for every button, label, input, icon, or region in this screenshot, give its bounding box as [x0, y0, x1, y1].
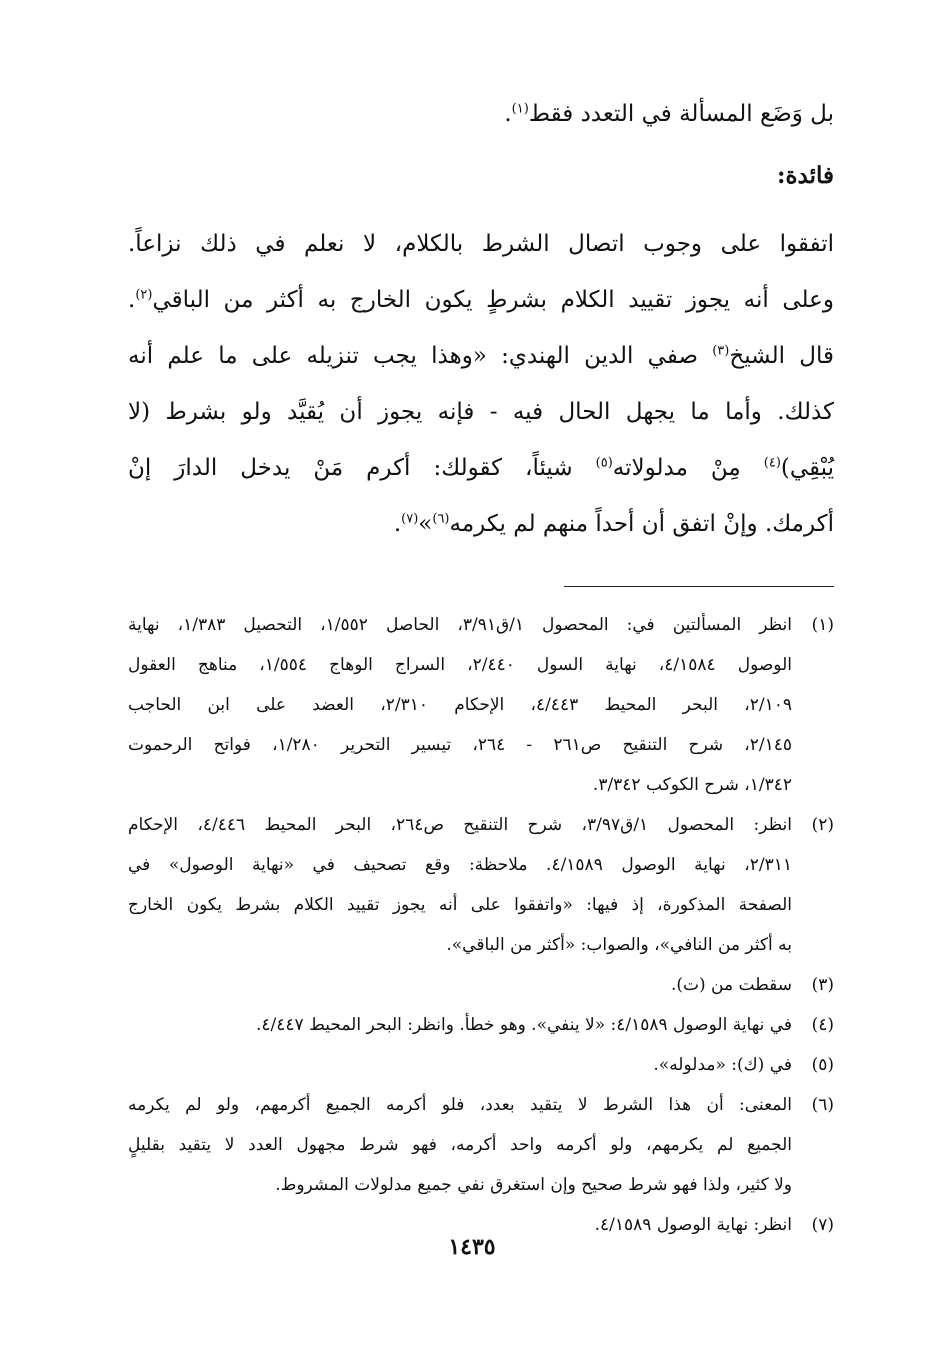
footnotes: [128, 605, 834, 1245]
main-text-line-6: [128, 440, 834, 496]
footnote-line: ٢/٣١١، نهاية الوصول ٤/١٥٨٩. ملاحظة: وقع تصحيف في «نهاية الوصول» في: [128, 855, 792, 875]
footnote-5: [128, 1045, 834, 1085]
footnote-3: [128, 965, 834, 1005]
footnote-number: (٦): [811, 1095, 834, 1115]
footnote-number: (٤): [811, 1015, 834, 1035]
footnote-body: [128, 1045, 792, 1085]
footnote-line: به أكثر من النافي»، والصواب: «أكثر من الباقي».: [446, 935, 792, 955]
footnote-4: [128, 1005, 834, 1045]
footnote-number: (١): [811, 615, 834, 635]
footnote-ref-1: (١): [511, 101, 529, 117]
main-text-line-5: كذلك. وأما ما يجهل الحال فيه - فإنه يجوز أن يُقيَّد ولو بشرط (لا: [128, 399, 834, 425]
footnote-1: [128, 605, 834, 805]
footnote-number: (٣): [811, 975, 834, 995]
page-number: ١٤٣٥: [448, 1234, 496, 1260]
footnote-line: انظر المسألتين في: المحصول ١/ق٣/٩١، الحاصل ١/٥٥٢، التحصيل ١/٣٨٣، نهاية: [128, 615, 792, 635]
footnote-number: (٧): [811, 1215, 834, 1235]
main-text-line-3: [128, 272, 834, 328]
footnote-line: الوصول ٤/١٥٨٤، نهاية السول ٢/٤٤٠، السراج الوهاج ١/٥٥٤، مناهج العقول: [128, 655, 792, 675]
book-page: [128, 86, 834, 1245]
footnote-ref-3: (٣): [712, 343, 730, 359]
footnote-number: (٥): [811, 1055, 834, 1075]
footnote-number: (٢): [811, 815, 834, 835]
main-text-line-6-text: شيئاً، كقولك: أكرم مَنْ يدخل الدارَ إنْ: [128, 455, 573, 481]
footnote-body: [128, 1005, 792, 1045]
main-text-line-7-text: أكرمك. وإنْ اتفق أن أحداً منهم لم يكرمه: [449, 511, 834, 537]
footnote-line: في نهاية الوصول ٤/١٥٨٩: «لا ينفي». وهو خطأ. وانظر: البحر المحيط ٤/٤٤٧.: [256, 1015, 792, 1035]
footnote-body: [128, 1085, 792, 1205]
main-text-line-7: [128, 496, 834, 552]
line-6-mid: مِنْ مدلولاته: [612, 455, 741, 481]
main-text-line-1: [128, 86, 834, 142]
footnote-line: ٢/١٠٩، البحر المحيط ٤/٤٤٣، الإحكام ٢/٣١٠، العضد على ابن الحاجب: [128, 695, 792, 715]
main-text-line-4-text: صفي الدين الهندي: «وهذا يجب تنزيله على ما علم أنه: [128, 343, 698, 369]
footnote-ref-6: (٦): [432, 511, 450, 527]
main-text-line-1-text: بل وَضَع المسألة في التعدد فقط: [528, 101, 834, 127]
footnote-body: [128, 605, 792, 805]
footnote-line: الجميع لم يكرمهم، ولو أكرمه واحد أكرمه، فهو شرط مجهول العدد لا يتقيد بقليلٍ: [128, 1135, 792, 1155]
line-3-period: .: [128, 287, 136, 313]
footnote-line: ٢/١٤٥، شرح التنقيح ص٢٦١ - ٢٦٤، تيسير التحرير ١/٢٨٠، فواتح الرحموت: [128, 735, 792, 755]
line-6-lead: يُبْقِي): [780, 455, 835, 481]
line-7-period: .: [393, 511, 402, 537]
footnote-ref-4: (٤): [763, 455, 781, 471]
line-4-lead: قال الشيخ: [729, 343, 834, 369]
footnote-line: انظر: نهاية الوصول ٤/١٥٨٩.: [594, 1215, 792, 1235]
main-text-line-2: اتفقوا على وجوب اتصال الشرط بالكلام، لا نعلم في ذلك نزاعاً.: [128, 231, 834, 257]
footnote-line: ١/٣٤٢، شرح الكوكب ٣/٣٤٢.: [592, 775, 792, 795]
footnote-line: المعنى: أن هذا الشرط لا يتقيد بعدد، فلو أكرمه الجميع أكرمهم، ولو لم يكرمه: [128, 1095, 792, 1115]
footnote-body: [128, 805, 792, 965]
footnote-body: [128, 965, 792, 1005]
line-1-period: .: [504, 101, 512, 127]
footnote-2: [128, 805, 834, 965]
footnote-line: الصفحة المذكورة، إذ فيها: «واتفقوا على أنه يجوز تقييد الكلام بشرط يكون الخارج: [128, 895, 792, 915]
footnote-line: سقطت من (ت).: [670, 975, 792, 995]
footnote-separator: [564, 586, 834, 587]
footnote-ref-7: (٧): [401, 511, 419, 527]
footnote-line: في (ك): «مدلوله».: [653, 1055, 792, 1075]
footnote-ref-2: (٢): [135, 287, 153, 303]
footnote-ref-5: (٥): [595, 455, 613, 471]
closing-quote: »: [418, 511, 433, 537]
footnote-line: ولا كثير، ولذا فهو شرط صحيح وإن استغرق نفي جميع مدلولات المشروط.: [275, 1175, 792, 1195]
main-text-line-3-text: وعلى أنه يجوز تقييد الكلام بشرطٍ يكون الخارج به أكثر من الباقي: [152, 287, 834, 313]
footnote-6: [128, 1085, 834, 1205]
footnote-line: انظر: المحصول ١/ق٣/٩٧، شرح التنقيح ص٢٦٤، البحر المحيط ٤/٤٤٦، الإحكام: [128, 815, 792, 835]
section-heading: فائدة:: [776, 162, 834, 189]
main-text-line-4: [128, 328, 834, 384]
